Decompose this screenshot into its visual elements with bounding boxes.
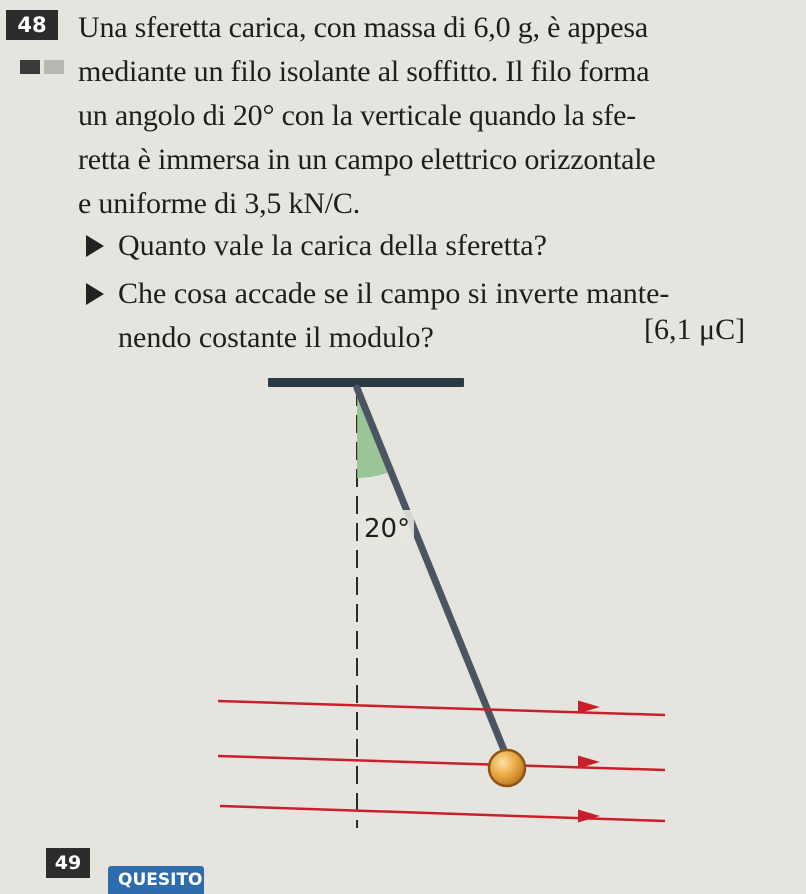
problem-line: Una sferetta carica, con massa di 6,0 g, è appesa bbox=[78, 11, 648, 44]
insulating-thread bbox=[357, 388, 506, 755]
answer-value: [6,1 μC] bbox=[644, 313, 746, 346]
angle-label: 20° bbox=[364, 514, 411, 544]
ceiling-bar bbox=[268, 378, 464, 387]
question-text: Che cosa accade se il campo si inverte mante- bbox=[118, 277, 670, 310]
field-line bbox=[220, 806, 665, 821]
field-line bbox=[218, 701, 665, 715]
question-text: nendo costante il modulo? bbox=[118, 321, 434, 354]
field-line bbox=[218, 756, 665, 770]
quesito-label: QUESITO bbox=[108, 866, 204, 894]
problem-number-badge: 48 bbox=[6, 10, 58, 40]
question-text: Quanto vale la carica della sferetta? bbox=[118, 229, 547, 262]
next-problem-number-badge: 49 bbox=[46, 848, 90, 878]
problem-line: mediante un filo isolante al soffitto. Il filo forma bbox=[78, 55, 650, 88]
electric-field-lines bbox=[218, 701, 665, 823]
charged-sphere bbox=[489, 750, 525, 786]
field-arrow-icon bbox=[578, 810, 600, 823]
problem-line: un angolo di 20° con la verticale quando la sfe- bbox=[78, 99, 637, 132]
problem-line: e uniforme di 3,5 kN/C. bbox=[78, 187, 361, 220]
problem-line: retta è immersa in un campo elettrico orizzontale bbox=[78, 143, 656, 176]
